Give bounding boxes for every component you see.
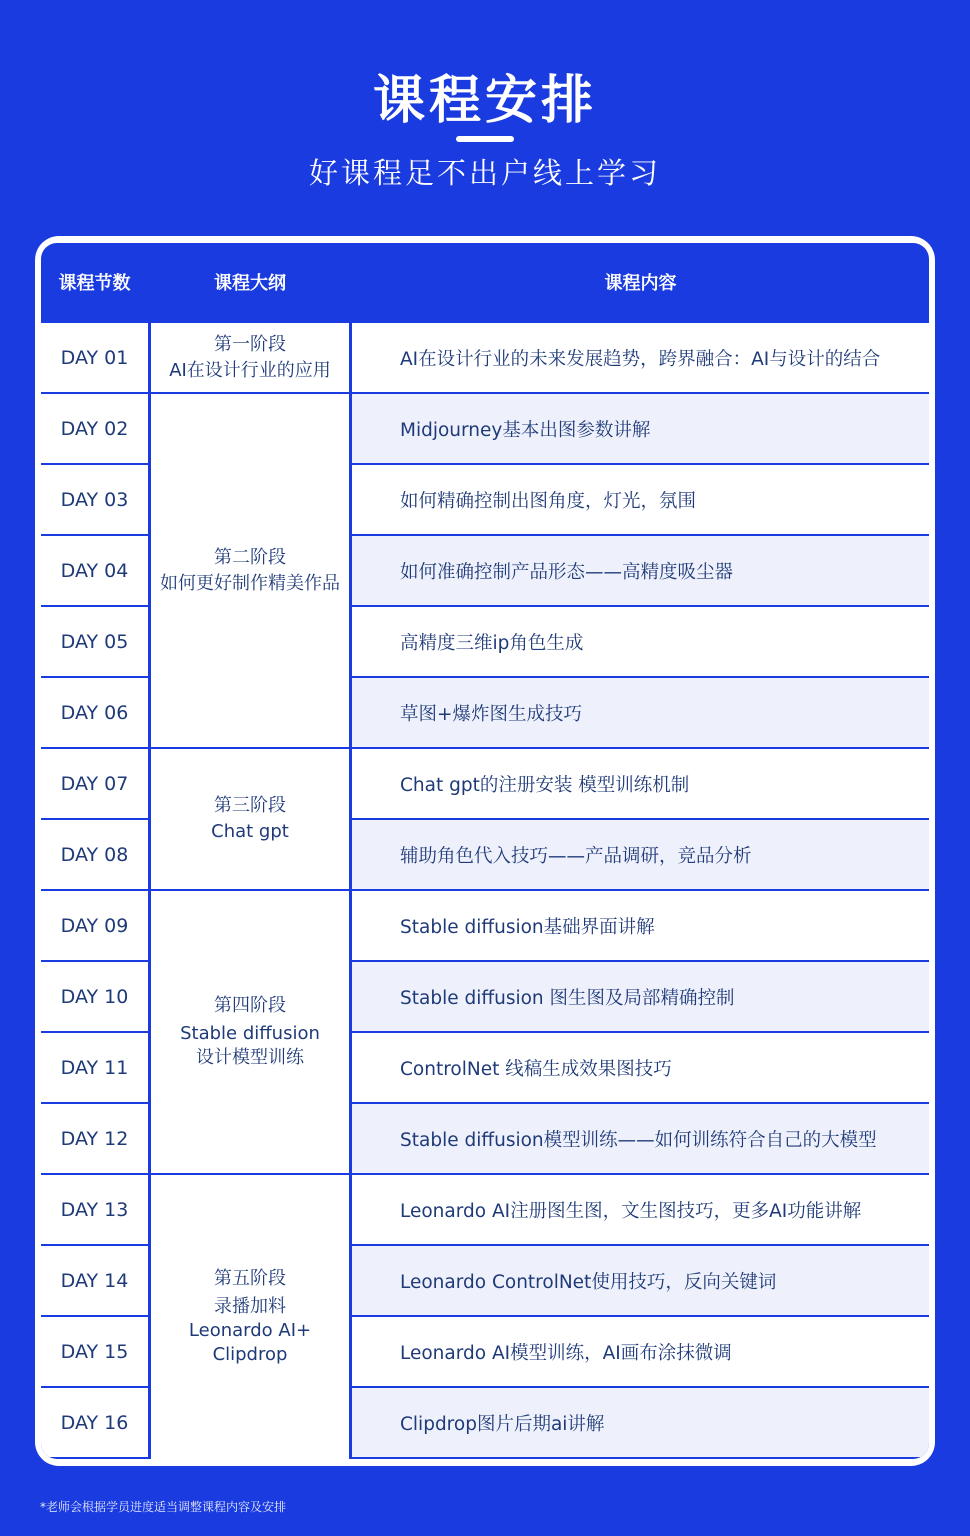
stage-line: AI在设计行业的应用	[169, 359, 331, 381]
content-cell: Chat gpt的注册安装 模型训练机制	[352, 749, 929, 818]
stage-line: 录播加料	[214, 1296, 286, 1317]
stage-cell	[151, 749, 349, 889]
day-cell: DAY 04	[41, 536, 148, 605]
content-cell: Stable diffusion模型训练——如何训练符合自己的大模型	[352, 1104, 929, 1173]
stage-line: 第五阶段	[214, 1268, 286, 1289]
stage-line: 第二阶段	[214, 546, 286, 568]
content-cell: 高精度三维ip角色生成	[352, 607, 929, 676]
content-cell: Stable diffusion基础界面讲解	[352, 891, 929, 960]
content-cell: 草图+爆炸图生成技巧	[352, 678, 929, 747]
day-cell: DAY 02	[41, 394, 148, 463]
header-content: 课程内容	[604, 273, 677, 294]
content-cell: Midjourney基本出图参数讲解	[352, 394, 929, 463]
content-cell: 如何准确控制产品形态——高精度吸尘器	[352, 536, 929, 605]
day-cell: DAY 03	[41, 465, 148, 534]
day-cell: DAY 12	[41, 1104, 148, 1173]
day-cell: DAY 08	[41, 820, 148, 889]
stage-line: 第三阶段	[214, 795, 286, 816]
stage-line: 如何更好制作精美作品	[160, 572, 340, 594]
day-cell: DAY 14	[41, 1246, 148, 1315]
content-cell: AI在设计行业的未来发展趋势，跨界融合：AI与设计的结合	[352, 323, 929, 392]
footnote: *老师会根据学员进度适当调整课程内容及安排	[40, 1500, 287, 1514]
stage-cell	[151, 891, 349, 1173]
day-cell: DAY 09	[41, 891, 148, 960]
stage-line: Clipdrop	[212, 1344, 288, 1365]
day-cell: DAY 11	[41, 1033, 148, 1102]
stage-line: Leonardo AI+	[188, 1320, 312, 1341]
stage-cell	[151, 1175, 349, 1459]
header-outline: 课程大纲	[214, 273, 286, 294]
day-cell: DAY 10	[41, 962, 148, 1031]
day-cell: DAY 15	[41, 1317, 148, 1386]
content-cell: Stable diffusion 图生图及局部精确控制	[352, 962, 929, 1031]
title-underline	[456, 136, 514, 142]
day-cell: DAY 16	[41, 1388, 148, 1457]
day-cell: DAY 13	[41, 1175, 148, 1244]
stage-cell	[151, 394, 349, 747]
stage-line: Stable diffusion	[180, 1023, 320, 1044]
content-cell: Leonardo ControlNet使用技巧，反向关键词	[352, 1246, 929, 1315]
day-cell: DAY 05	[41, 607, 148, 676]
content-cell: 如何精确控制出图角度，灯光，氛围	[352, 465, 929, 534]
content-cell: Leonardo AI模型训练，AI画布涂抹微调	[352, 1317, 929, 1386]
day-cell: DAY 01	[41, 323, 148, 392]
day-cell: DAY 06	[41, 678, 148, 747]
schedule-table	[41, 243, 929, 1459]
stage-line: 第一阶段	[214, 333, 286, 355]
content-cell: Leonardo AI注册图生图，文生图技巧，更多AI功能讲解	[352, 1175, 929, 1244]
content-cell: Clipdrop图片后期ai讲解	[352, 1388, 929, 1457]
day-cell: DAY 07	[41, 749, 148, 818]
page-subtitle: 好课程足不出户线上学习	[308, 156, 661, 190]
stage-line: 设计模型训练	[196, 1047, 304, 1068]
header-day: 课程节数	[58, 273, 131, 294]
content-cell: ControlNet 线稿生成效果图技巧	[352, 1033, 929, 1102]
stage-line: 第四阶段	[214, 995, 286, 1016]
stage-cell	[151, 323, 349, 392]
stage-line: Chat gpt	[211, 821, 289, 842]
page-title: 课程安排	[372, 71, 597, 131]
content-cell: 辅助角色代入技巧——产品调研，竞品分析	[352, 820, 929, 889]
